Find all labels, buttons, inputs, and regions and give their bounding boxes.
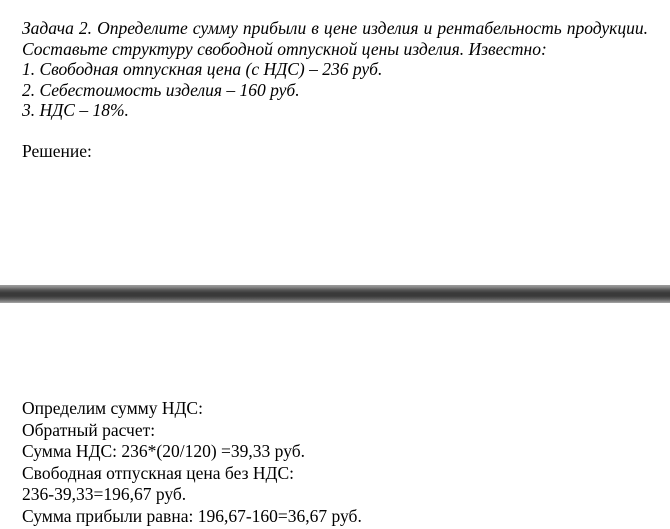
given-item-3: 3. НДС – 18%. [22,100,129,120]
given-list [22,59,648,121]
solution-line-2: Обратный расчет: [22,419,156,440]
given-item-1: 1. Свободная отпускная цена (с НДС) – 236 руб. [22,59,383,79]
solution-line-6: Сумма прибыли равна: 196,67-160=36,67 руб. [22,505,362,526]
solution-line-5: 236-39,33=196,67 руб. [22,484,187,504]
solution-line-3: Сумма НДС: 236*(20/120) =39,33 руб. [22,441,305,461]
solution-label: Решение: [22,140,92,161]
task-statement: Задача 2. Определите сумму прибыли в цене изделия и рентабельность продукции. Составьте структуру свободной отпускной цены изделия. Известно: [22,18,648,59]
page-divider [0,285,670,303]
solution-line-1: Определим сумму НДС: [22,398,203,418]
given-item-2: 2. Себестоимость изделия – 160 руб. [22,79,300,100]
solution-block [22,398,648,527]
task-block [22,18,648,161]
solution-line-4: Свободная отпускная цена без НДС: [22,462,294,483]
